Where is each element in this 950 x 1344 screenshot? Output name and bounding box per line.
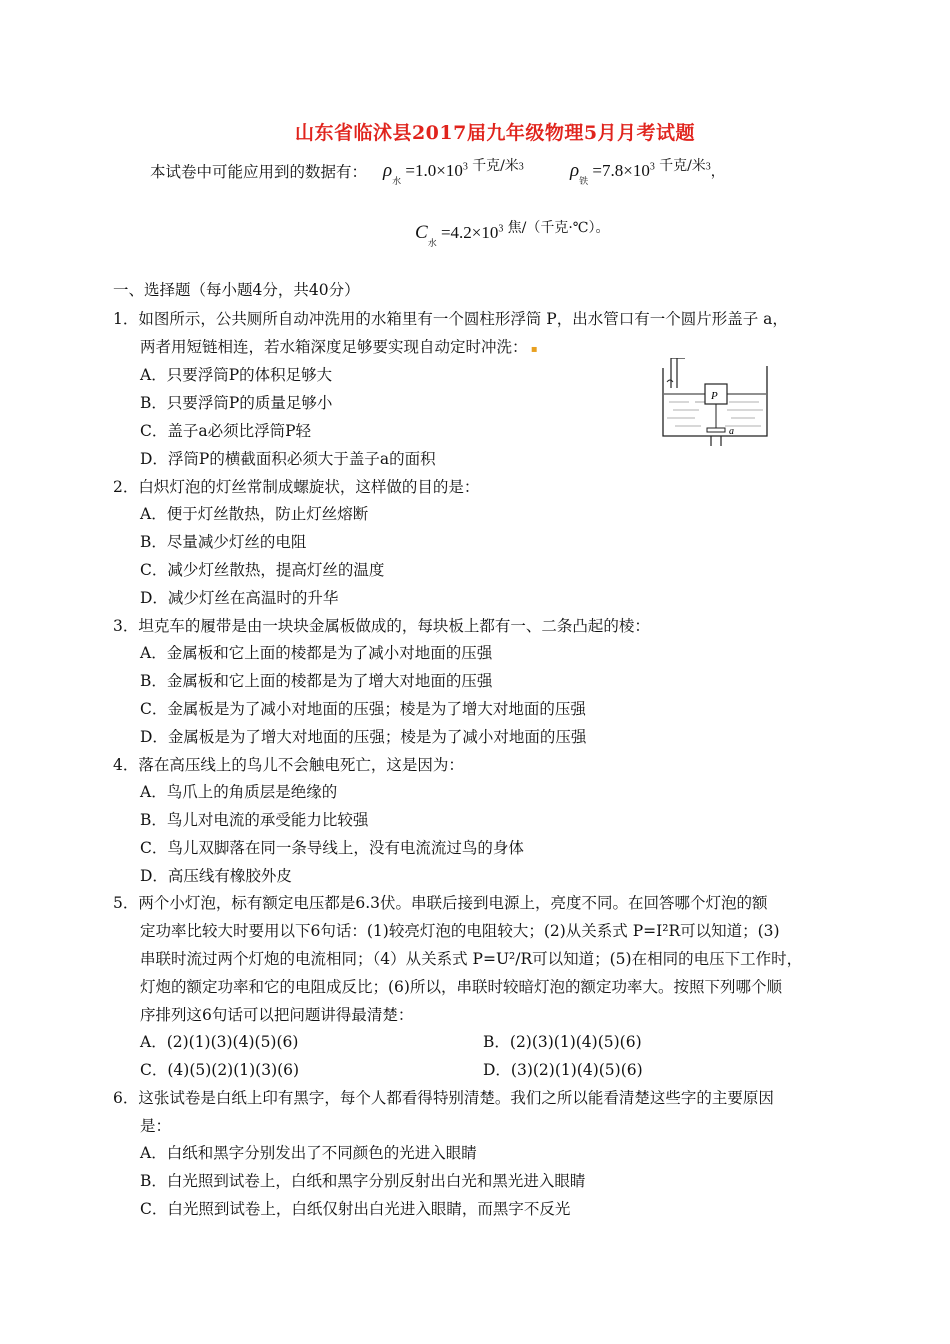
formula-equation: =7.8×10	[592, 161, 650, 180]
question-1-option-a: A．只要浮筒P的体积足够大	[140, 366, 333, 384]
question-4-option-a: A．鸟爪上的角质层是绝缘的	[140, 783, 338, 801]
float-label: P	[711, 390, 718, 402]
page-title: 山东省临沭县2017届九年级物理5月月考试题	[294, 122, 696, 144]
formula-subscript: 水	[427, 238, 437, 248]
tank-figure	[655, 358, 775, 446]
question-3-stem: 3．坦克车的履带是由一块块金属板做成的，每块板上都有一、二条凸起的棱：	[113, 617, 650, 635]
formula-unit: 焦/（千克·℃）。	[507, 220, 610, 236]
formula-tail: ，	[710, 164, 725, 180]
formula-unit-exponent: 3	[518, 161, 524, 173]
formula-unit: 千克/米	[472, 158, 519, 174]
formula-subscript: 水	[392, 176, 402, 186]
question-5-line-5: 序排列这6句话可以把问题讲得最清楚：	[140, 1006, 414, 1024]
question-6-line-1: 6．这张试卷是白纸上印有黑字，每个人都看得特别清楚。我们之所以能看清楚这些字的主要原因	[113, 1089, 774, 1107]
formula-unit-exponent: 3	[705, 161, 711, 173]
question-5-line-1: 5．两个小灯泡，标有额定电压都是6.3伏。串联后接到电源上，亮度不同。在回答哪个灯泡的额	[113, 894, 768, 912]
question-2-option-b: B．尽量减少灯丝的电阻	[140, 533, 307, 551]
question-5-line-4: 灯炮的额定功率和它的电阻成反比；(6)所以，串联时较暗灯泡的额定功率大。按照下列哪个顺	[140, 978, 782, 996]
section-title: 一、选择题（每小题4分，共40分）	[113, 281, 360, 299]
question-2-option-a: A．便于灯丝散热，防止灯丝熔断	[140, 505, 369, 523]
question-5-option-a: A．(2)(1)(3)(4)(5)(6)	[140, 1033, 299, 1051]
question-1-option-c: C．盖子a必须比浮筒P轻	[140, 422, 312, 440]
question-3-option-a: A．金属板和它上面的棱都是为了减小对地面的压强	[140, 644, 493, 662]
question-1-line-1: 1．如图所示，公共厕所自动冲洗用的水箱里有一个圆柱形浮筒 P，出水管口有一个圆片形盖子 a，	[113, 310, 788, 328]
formula-unit: 千克/米	[659, 158, 706, 174]
formula-equation: =4.2×10	[440, 223, 499, 242]
formula-exponent: 3	[649, 161, 655, 173]
question-6-option-b: B．白光照到试卷上，白纸和黑字分别反射出白光和黑光进入眼睛	[140, 1172, 586, 1190]
formula-exponent: 3	[462, 161, 468, 173]
question-5-line-3: 串联时流过两个灯炮的电流相同；（4）从关系式 P=U²/R可以知道；(5)在相同的电压下工作时，	[140, 950, 803, 968]
formula-symbol: ρ	[570, 160, 580, 181]
question-1-option-b: B．只要浮筒P的质量足够小	[140, 394, 333, 412]
question-1-option-d: D．浮筒P的横截面积必须大于盖子a的面积	[140, 450, 436, 468]
question-5-option-c: C．(4)(5)(2)(1)(3)(6)	[140, 1061, 300, 1079]
question-3-option-b: B．金属板和它上面的棱都是为了增大对地面的压强	[140, 672, 493, 690]
question-4-stem: 4．落在高压线上的鸟儿不会触电死亡，这是因为：	[113, 756, 464, 774]
question-5-option-d: D．(3)(2)(1)(4)(5)(6)	[483, 1061, 643, 1079]
lid-label: a	[729, 426, 734, 437]
question-4-option-b: B．鸟儿对电流的承受能力比较强	[140, 811, 369, 829]
question-5-line-2: 定功率比较大时要用以下6句话：(1)较亮灯泡的电阻较大；(2)从关系式 P=I²R可以知道；(3)	[140, 922, 780, 940]
formula-exponent: 3	[498, 223, 504, 235]
question-1-line-2-text: 两者用短链相连，若水箱深度足够要实现自动定时冲洗：	[140, 338, 528, 356]
formula-rho-iron	[570, 158, 725, 186]
question-6-line-2: 是：	[140, 1117, 172, 1135]
formula-equation: =1.0×10	[405, 161, 463, 180]
question-4-option-d: D．高压线有橡胶外皮	[140, 867, 292, 885]
formula-c-water	[415, 220, 610, 248]
question-2-option-c: C．减少灯丝散热，提高灯丝的温度	[140, 561, 385, 579]
question-2-stem: 2．白炽灯泡的灯丝常制成螺旋状，这样做的目的是：	[113, 478, 480, 496]
mark-dot: ▪	[527, 344, 538, 355]
question-2-option-d: D．减少灯丝在高温时的升华	[140, 589, 339, 607]
intro-text: 本试卷中可能应用到的数据有：	[150, 163, 368, 181]
formula-rho-water	[383, 158, 524, 186]
formula-symbol: ρ	[383, 160, 393, 181]
question-6-option-a: A．白纸和黑字分别发出了不同颜色的光进入眼睛	[140, 1144, 477, 1162]
question-3-option-d: D．金属板是为了增大对地面的压强；棱是为了减小对地面的压强	[140, 728, 587, 746]
question-1-line-2	[140, 337, 537, 360]
formula-subscript: 铁	[579, 176, 589, 186]
question-4-option-c: C．鸟儿双脚落在同一条导线上，没有电流流过鸟的身体	[140, 839, 524, 857]
question-5-option-b: B．(2)(3)(1)(4)(5)(6)	[483, 1033, 642, 1051]
question-3-option-c: C．金属板是为了减小对地面的压强；棱是为了增大对地面的压强	[140, 700, 586, 718]
question-6-option-c: C．白光照到试卷上，白纸仅射出白光进入眼睛，而黑字不反光	[140, 1200, 571, 1218]
tank-diagram	[655, 358, 775, 446]
formula-symbol: C	[415, 222, 428, 243]
